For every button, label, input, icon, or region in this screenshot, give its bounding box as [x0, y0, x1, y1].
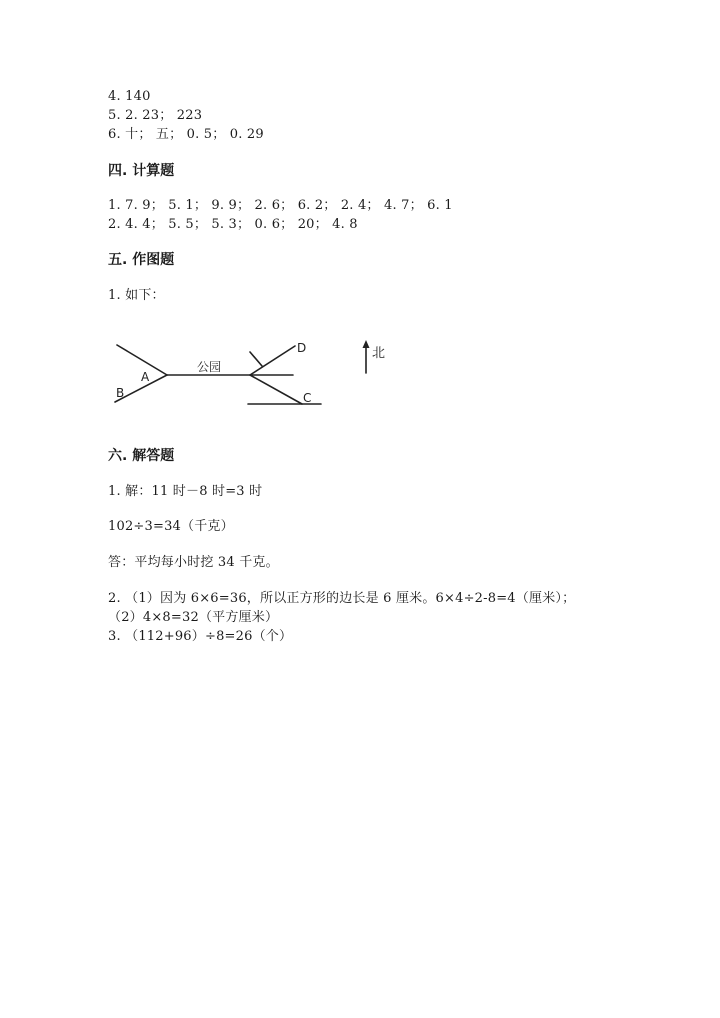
label-c: C: [303, 391, 312, 405]
section-heading-drawing: 五. 作图题: [108, 252, 175, 268]
calculation-answer-1: 1. 7. 9； 5. 1； 9. 9； 2. 6； 6. 2； 2. 4； 4. 7； 6. 1: [108, 198, 453, 213]
north-arrow-icon: [363, 340, 370, 348]
problem2-part1: 2. （1）因为 6×6=36，所以正方形的边长是 6 厘米。6×4÷2-8=4（厘米）；: [108, 591, 576, 606]
label-park: 公园: [197, 360, 222, 374]
label-b: B: [116, 386, 125, 400]
answer-item-5: 5. 2. 23； 223: [108, 108, 203, 123]
drawing-answer-1: 1. 如下：: [108, 288, 165, 303]
problem3-answer: 3. （112+96）÷8=26（个）: [108, 629, 293, 644]
problem1-answer: 答：平均每小时挖 34 千克。: [108, 555, 279, 570]
section-heading-word-problems: 六. 解答题: [108, 448, 175, 464]
branch-to-c: [250, 375, 302, 404]
route-map-diagram: [105, 333, 405, 413]
section-heading-calculation: 四. 计算题: [108, 163, 175, 179]
label-a: A: [141, 370, 150, 384]
branch-upper-left: [250, 352, 262, 366]
label-north: 北: [372, 346, 386, 361]
problem2-part2: （2）4×8=32（平方厘米）: [108, 610, 279, 625]
problem1-step1: 1. 解：11 时－8 时=3 时: [108, 484, 263, 499]
calculation-answer-2: 2. 4. 4； 5. 5； 5. 3； 0. 6； 20； 4. 8: [108, 217, 358, 232]
answer-item-6: 6. 十； 五； 0. 5； 0. 29: [108, 127, 264, 142]
answer-item-4: 4. 140: [108, 89, 151, 104]
problem1-step2: 102÷3=34（千克）: [108, 519, 234, 534]
label-d: D: [297, 341, 307, 355]
